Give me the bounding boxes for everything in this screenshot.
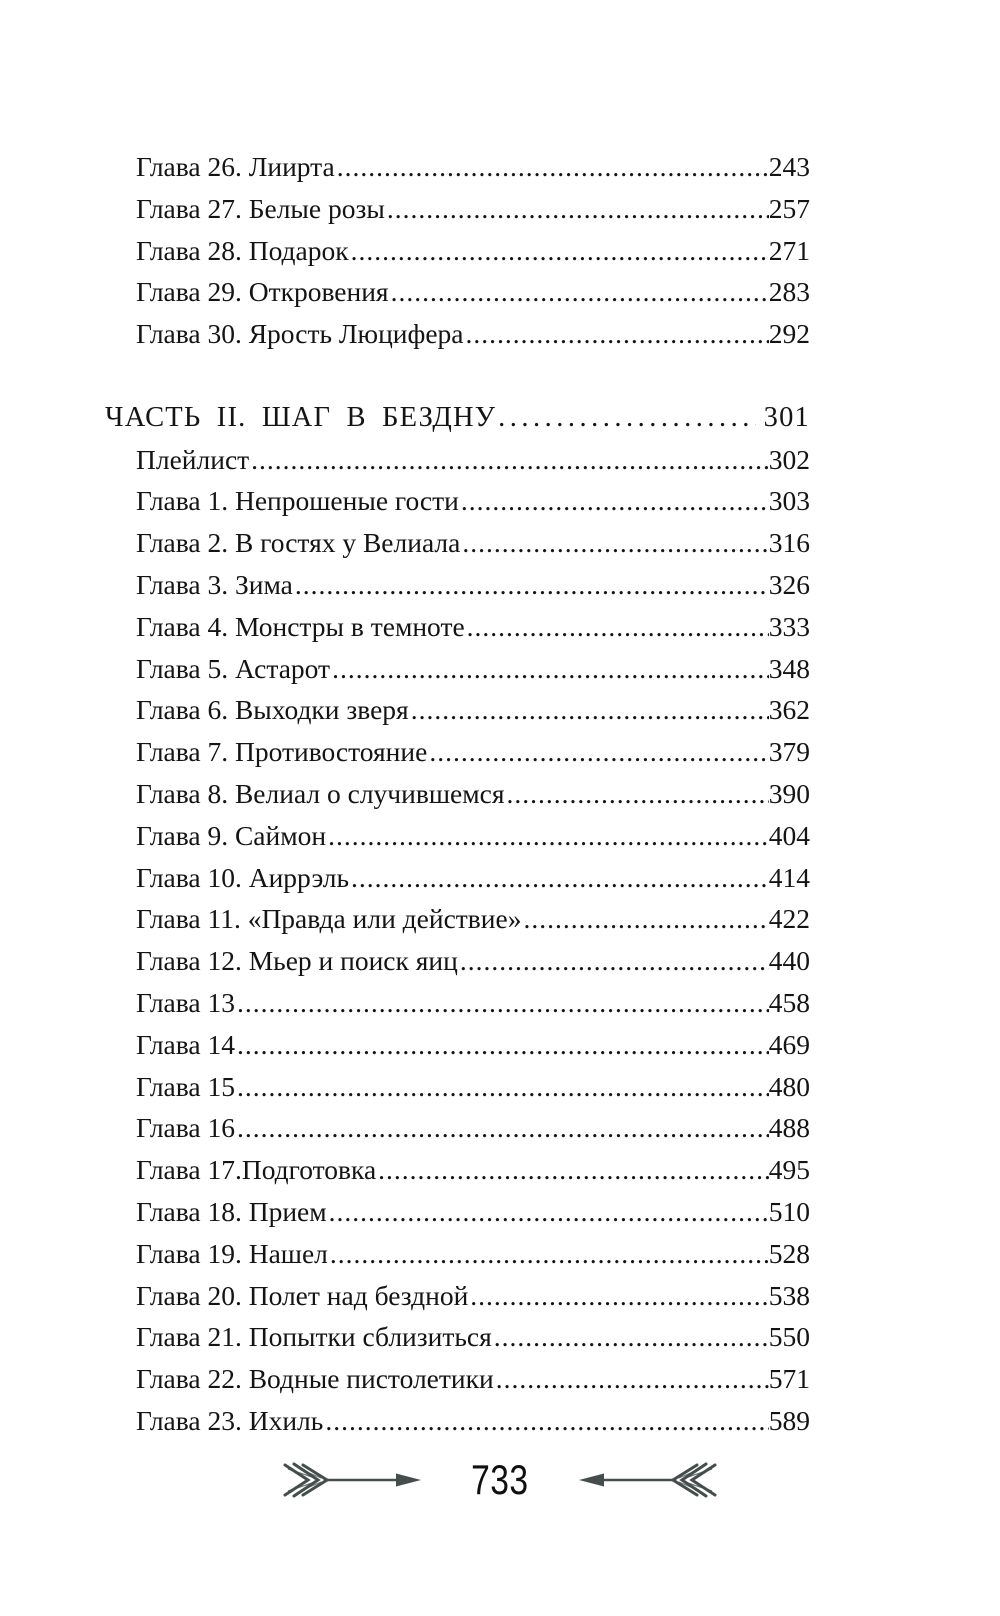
toc-entry bbox=[105, 1107, 810, 1149]
toc-entry bbox=[105, 731, 810, 773]
toc-entry-title: Глава 26. Лиирта bbox=[136, 151, 335, 182]
dot-leader bbox=[504, 773, 768, 815]
toc-entry-page: 414 bbox=[768, 861, 810, 893]
dot-leader bbox=[458, 940, 769, 982]
toc-entry-title: Глава 16 bbox=[136, 1112, 235, 1144]
toc-entry-title: Глава 10. Аиррэль bbox=[136, 861, 350, 893]
toc-entry-page: 316 bbox=[768, 527, 810, 559]
toc-entry-title: Глава 14 bbox=[136, 1028, 235, 1060]
dot-leader bbox=[349, 857, 769, 899]
toc-entry-page: 243 bbox=[768, 151, 810, 182]
toc-entry bbox=[105, 982, 810, 1024]
toc-entry-page: 550 bbox=[768, 1321, 810, 1353]
toc-entry bbox=[105, 522, 810, 564]
toc-entry-title: Глава 4. Монстры в темноте bbox=[136, 610, 465, 642]
toc-entry-page: 440 bbox=[768, 945, 810, 977]
toc-entry bbox=[105, 940, 810, 982]
toc-entry-page: 488 bbox=[768, 1112, 810, 1144]
toc-entry-title: Глава 22. Водные пистолетики bbox=[136, 1363, 494, 1395]
toc-entry-title: Глава 15 bbox=[136, 1070, 235, 1102]
toc-entry-page: 510 bbox=[768, 1195, 810, 1227]
toc-entry-page: 348 bbox=[768, 652, 810, 684]
toc-entry bbox=[105, 606, 810, 648]
toc-entry-page: 404 bbox=[768, 819, 810, 851]
toc-entry-page: 379 bbox=[768, 736, 810, 768]
toc-entry-title: ЧАСТЬ II. ШАГ В БЕЗДНУ bbox=[105, 401, 497, 433]
toc-entry bbox=[105, 564, 810, 606]
dot-leader bbox=[496, 397, 755, 439]
toc-entry-page: 480 bbox=[768, 1070, 810, 1102]
toc-entry-title: Глава 23. Ихиль bbox=[136, 1404, 324, 1436]
toc-entry-title: Глава 3. Зима bbox=[136, 568, 293, 600]
dot-leader bbox=[330, 648, 769, 690]
toc-entry-page: 589 bbox=[768, 1404, 810, 1436]
dot-leader bbox=[468, 1275, 768, 1317]
feathered-arrow-right-icon bbox=[278, 1458, 430, 1502]
dot-leader bbox=[235, 982, 769, 1024]
toc-entry-title: Глава 12. Мьер и поиск яиц bbox=[136, 945, 458, 977]
toc-entry bbox=[105, 815, 810, 857]
toc-entry-title: Глава 5. Астарот bbox=[136, 652, 331, 684]
page-footer bbox=[0, 1456, 1000, 1504]
toc-entry bbox=[105, 1233, 810, 1275]
toc-entry-title: Глава 8. Велиал о случившемся bbox=[136, 777, 505, 809]
toc-entry bbox=[105, 480, 810, 522]
toc-entry-title: Глава 1. Непрошеные гости bbox=[136, 485, 459, 517]
toc-entry bbox=[105, 146, 810, 188]
dot-leader bbox=[293, 564, 769, 606]
toc-list bbox=[105, 146, 810, 1442]
toc-entry-title: Глава 29. Откровения bbox=[136, 276, 389, 308]
toc-entry-title: Глава 28. Подарок bbox=[136, 234, 349, 266]
dot-leader bbox=[521, 898, 768, 940]
dot-leader bbox=[327, 1191, 769, 1233]
toc-entry-title: Глава 18. Прием bbox=[136, 1195, 327, 1227]
toc-entry-title: Глава 17.Подготовка bbox=[136, 1154, 377, 1186]
dot-leader bbox=[494, 1358, 769, 1400]
dot-leader bbox=[409, 689, 769, 731]
dot-leader bbox=[326, 815, 769, 857]
toc-entry bbox=[105, 689, 810, 731]
toc-entry bbox=[105, 313, 810, 355]
dot-leader bbox=[459, 480, 769, 522]
dot-leader bbox=[235, 1024, 769, 1066]
toc-entry bbox=[105, 1191, 810, 1233]
toc-entry-page: 469 bbox=[768, 1028, 810, 1060]
feathered-arrow-left-icon bbox=[570, 1458, 722, 1502]
toc-entry-page: 283 bbox=[768, 276, 810, 308]
toc-entry bbox=[105, 230, 810, 272]
dot-leader bbox=[492, 1316, 769, 1358]
toc-entry bbox=[105, 898, 810, 940]
toc-entry-page: 271 bbox=[768, 234, 810, 266]
dot-leader bbox=[335, 146, 769, 188]
dot-leader bbox=[249, 439, 769, 481]
toc-entry-title: Глава 9. Саймон bbox=[136, 819, 327, 851]
toc-entry-title: Глава 11. «Правда или действие» bbox=[136, 903, 522, 935]
toc-entry-page: 538 bbox=[768, 1279, 810, 1311]
toc-entry bbox=[105, 1066, 810, 1108]
toc-entry bbox=[105, 773, 810, 815]
toc-entry-page: 333 bbox=[768, 610, 810, 642]
toc-entry-page: 458 bbox=[768, 986, 810, 1018]
toc-entry-title: Глава 6. Выходки зверя bbox=[136, 694, 409, 726]
dot-leader bbox=[328, 1233, 769, 1275]
toc-entry bbox=[105, 439, 810, 481]
toc-entry-page: 495 bbox=[768, 1154, 810, 1186]
toc-entry-page: 292 bbox=[768, 318, 810, 350]
folio-page-number: 733 bbox=[471, 1455, 529, 1503]
toc-entry-page: 301 bbox=[763, 401, 810, 433]
dot-leader bbox=[385, 188, 769, 230]
toc-entry-title: Глава 30. Ярость Люцифера bbox=[136, 318, 464, 350]
toc-entry bbox=[105, 1400, 810, 1442]
toc-entry-page: 362 bbox=[768, 694, 810, 726]
toc-entry-page: 571 bbox=[768, 1363, 810, 1395]
toc-entry bbox=[105, 1358, 810, 1400]
toc-entry-page: 302 bbox=[768, 443, 810, 475]
toc-entry-title: Глава 19. Нашел bbox=[136, 1237, 328, 1269]
dot-leader bbox=[349, 230, 769, 272]
toc-entry-title: Плейлист bbox=[136, 443, 250, 475]
toc-entry bbox=[105, 1316, 810, 1358]
dot-leader bbox=[235, 1066, 769, 1108]
toc-entry-page: 257 bbox=[768, 192, 810, 224]
toc-entry bbox=[105, 1149, 810, 1191]
toc-entry bbox=[105, 1275, 810, 1317]
toc-entry-page: 326 bbox=[768, 568, 810, 600]
toc-entry-title: Глава 13 bbox=[136, 986, 235, 1018]
toc-entry bbox=[105, 271, 810, 313]
toc-entry-page: 528 bbox=[768, 1237, 810, 1269]
dot-leader bbox=[464, 313, 769, 355]
dot-leader bbox=[376, 1149, 769, 1191]
toc-part-heading bbox=[105, 397, 810, 439]
toc-entry bbox=[105, 648, 810, 690]
toc-entry-title: Глава 21. Попытки сблизиться bbox=[136, 1321, 492, 1353]
toc-entry-page: 422 bbox=[768, 903, 810, 935]
dot-leader bbox=[460, 522, 768, 564]
dot-leader bbox=[465, 606, 769, 648]
toc-entry-page: 303 bbox=[768, 485, 810, 517]
toc-entry bbox=[105, 188, 810, 230]
dot-leader bbox=[427, 731, 768, 773]
toc-entry-page: 390 bbox=[768, 777, 810, 809]
toc-entry-title: Глава 20. Полет над бездной bbox=[136, 1279, 469, 1311]
toc-entry bbox=[105, 857, 810, 899]
dot-leader bbox=[235, 1107, 769, 1149]
toc-entry-title: Глава 27. Белые розы bbox=[136, 192, 385, 224]
dot-leader bbox=[389, 271, 769, 313]
toc-entry bbox=[105, 1024, 810, 1066]
toc-entry-title: Глава 2. В гостях у Велиала bbox=[136, 527, 461, 559]
dot-leader bbox=[323, 1400, 768, 1442]
toc-entry-title: Глава 7. Противостояние bbox=[136, 736, 428, 768]
